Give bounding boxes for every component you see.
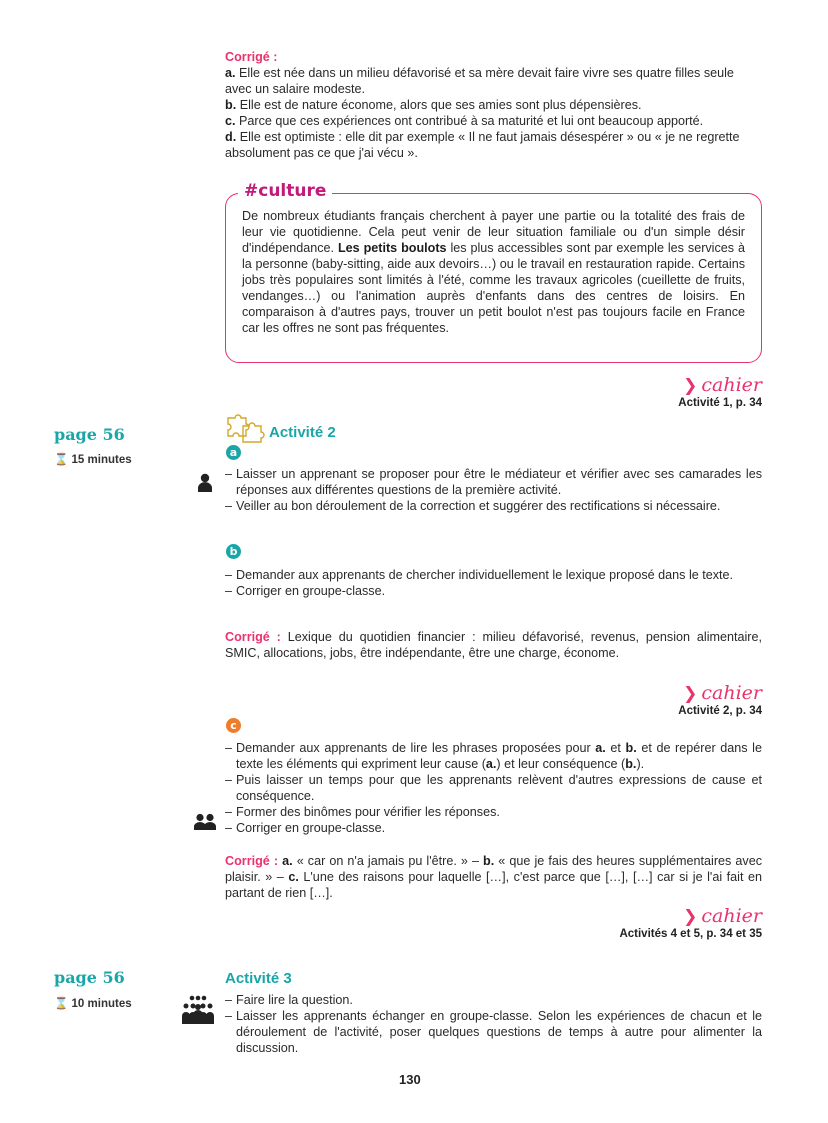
corrige-item-a: a. Elle est née dans un milieu défavorisé et sa mère devait faire vivre ses quatre filles seule avec un salaire modeste. bbox=[225, 66, 734, 96]
list-item: – Faire lire la question. bbox=[225, 992, 762, 1008]
cahier-reference-3 bbox=[500, 906, 762, 942]
corrige-label: Corrigé : bbox=[225, 50, 278, 64]
timer-activite-2: ⌛ 15 minutes bbox=[54, 454, 132, 466]
activite-3-list bbox=[225, 992, 762, 1056]
pair-people-icon bbox=[193, 813, 217, 831]
group-people-icon bbox=[181, 995, 215, 1025]
list-item: – Veiller au bon déroulement de la correction et suggérer des rectifications si nécessaire. bbox=[225, 498, 762, 514]
cahier-label: cahier bbox=[701, 905, 762, 927]
page-number: 130 bbox=[399, 1072, 421, 1087]
arrow-right-icon: ❯ bbox=[683, 376, 698, 395]
cahier-reference-2 bbox=[560, 683, 762, 719]
corrige-item-b: b. Elle est de nature économe, alors que ses amies sont plus dépensières. bbox=[225, 98, 642, 112]
arrow-right-icon: ❯ bbox=[683, 907, 698, 926]
corrige-item-c: c. Parce que ces expériences ont contribué à sa maturité et lui ont beaucoup apporté. bbox=[225, 114, 704, 128]
cahier-label: cahier bbox=[701, 682, 762, 704]
culture-title: #culture bbox=[238, 183, 332, 199]
list-item: – Puis laisser un temps pour que les apprenants relèvent d'autres expressions de cause et conséquence. bbox=[225, 772, 762, 804]
list-item: – Demander aux apprenants de chercher individuellement le lexique proposé dans le texte. bbox=[225, 567, 762, 583]
activite-2-b-corrige: Corrigé : Lexique du quotidien financier : milieu défavorisé, revenus, pension alimentaire, SMIC, allocations, jobs, être indépendante, être une charge, économe. bbox=[225, 630, 762, 660]
cahier-ref-text: Activité 1, p. 34 bbox=[678, 397, 762, 409]
page-ref-activite-2: page 56 bbox=[54, 425, 125, 444]
timer-activite-3: ⌛ 10 minutes bbox=[54, 998, 132, 1010]
hourglass-icon: ⌛ bbox=[54, 454, 69, 466]
culture-box bbox=[225, 181, 762, 363]
cahier-label: cahier bbox=[701, 374, 762, 396]
activite-2-c-corrige: Corrigé : a. « car on n'a jamais pu l'être. » – b. « que je fais des heures supplémentaires avec plaisir. » – c. L'une des raisons pour laquelle […], c'est parce que […], […] car si je l'ai fait en partant de rien […]. bbox=[225, 854, 763, 900]
list-item: – Corriger en groupe-classe. bbox=[225, 583, 762, 599]
single-person-icon bbox=[197, 473, 213, 493]
activite-2-c-list bbox=[225, 740, 762, 836]
cahier-reference-1 bbox=[560, 375, 762, 411]
step-b-badge: b bbox=[226, 544, 241, 559]
corrige-block-top bbox=[225, 49, 762, 161]
activite-2-b-list bbox=[225, 567, 762, 599]
culture-text: De nombreux étudiants français cherchent à payer une partie ou la totalité des frais de leur vie quotidienne. Cela peut venir de leur situation familiale ou d'un simple désir d'indépendance. Les petits boulots les plus accessibles sont par exemple les services à la personne (baby-sitting, aide aux devoirs…) ou le travail en restauration rapide. Certains jobs très populaires sont limités à l'été, comme les travaux agricoles (cueillette de fruits, vendanges…) ou l'animation auprès d'enfants dans des centres de loisirs. En comparaison à d'autres pays, trouver un petit boulot n'est pas toujours facile en France car les offres ne sont pas fréquentes. bbox=[242, 209, 745, 335]
list-item: – Laisser les apprenants échanger en groupe-classe. Selon les expériences de chacun et le déroulement de l'activité, poser quelques questions de temps à autre pour alimenter la discussion. bbox=[225, 1008, 762, 1056]
hourglass-icon: ⌛ bbox=[54, 998, 69, 1010]
list-item: – Corriger en groupe-classe. bbox=[225, 820, 762, 836]
activite-2-a-list bbox=[225, 466, 762, 514]
list-item: – Former des binômes pour vérifier les réponses. bbox=[225, 804, 762, 820]
arrow-right-icon: ❯ bbox=[683, 684, 698, 703]
list-item: – Laisser un apprenant se proposer pour être le médiateur et vérifier avec ses camarades les réponses aux différentes questions de la première activité. bbox=[225, 466, 762, 498]
activite-2-title: Activité 2 bbox=[269, 424, 336, 441]
cahier-ref-text: Activités 4 et 5, p. 34 et 35 bbox=[619, 928, 762, 940]
step-a-badge: a bbox=[226, 445, 241, 460]
corrige-item-d: d. Elle est optimiste : elle dit par exemple « Il ne faut jamais désespérer » ou « je ne regrette absolument pas ce que j'ai vécu ». bbox=[225, 130, 740, 160]
puzzle-pieces-icon bbox=[225, 412, 265, 444]
step-c-badge: c bbox=[226, 718, 241, 733]
page-ref-activite-3: page 56 bbox=[54, 968, 125, 987]
list-item: – Demander aux apprenants de lire les phrases proposées pour a. et b. et de repérer dans le texte les éléments qui expriment leur cause (a.) et leur conséquence (b.). bbox=[225, 740, 762, 772]
cahier-ref-text: Activité 2, p. 34 bbox=[678, 705, 762, 717]
activite-3-title: Activité 3 bbox=[225, 970, 292, 987]
